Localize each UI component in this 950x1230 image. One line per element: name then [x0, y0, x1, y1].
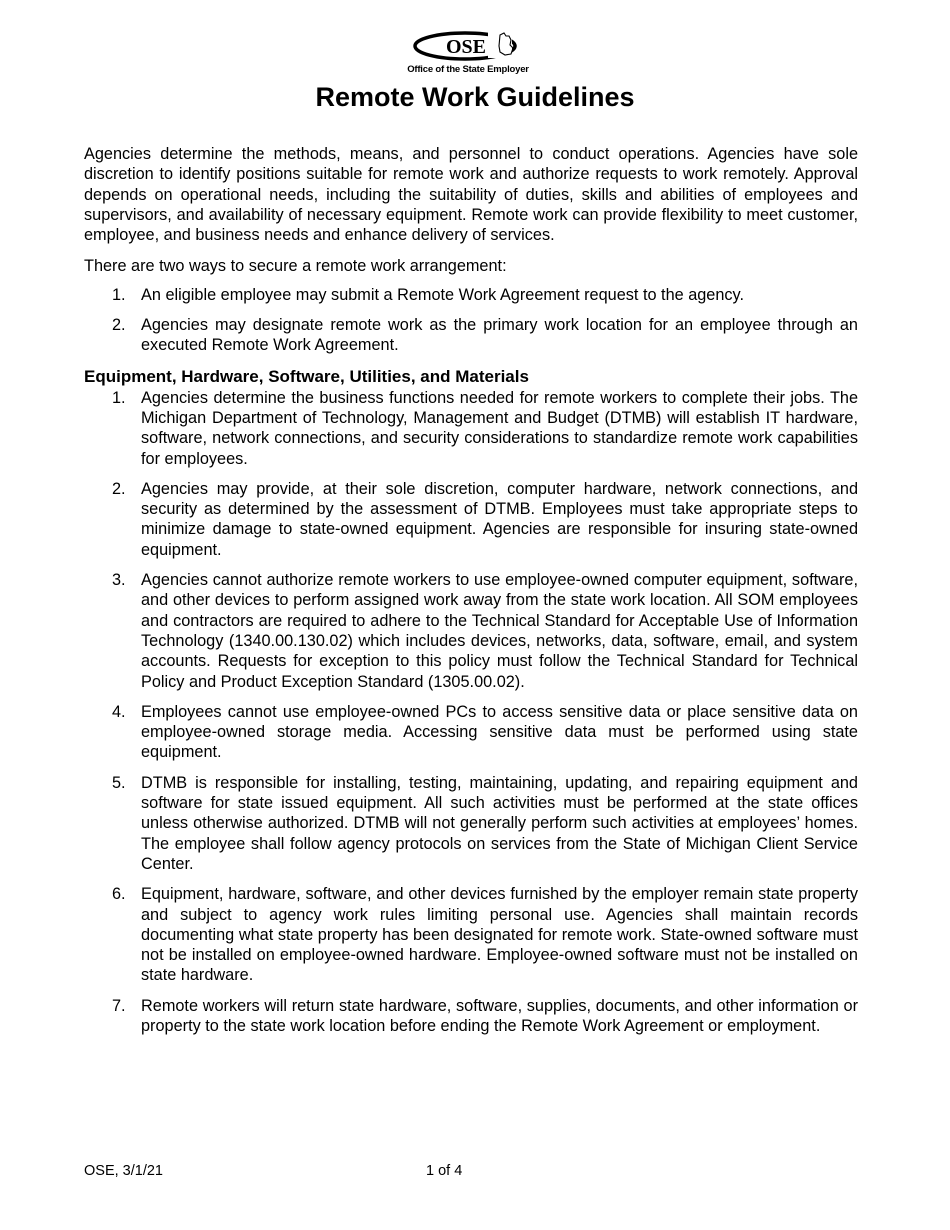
- footer-doc-id: OSE, 3/1/21: [84, 1163, 163, 1179]
- ose-logo: [392, 28, 544, 76]
- list-item-text: Equipment, hardware, software, and other devices furnished by the employer remain state property and subject to agency work rules limiting personal use. Agencies shall maintain records documenting what state property has been designated for remote work. State-owned software must not be installed on employee-owned hardware. Employee-owned software must not be installed on state hardware.: [141, 885, 858, 985]
- list-item-text: Agencies cannot authorize remote workers to use employee-owned computer equipment, software, and other devices to perform assigned work away from the state work location. All SOM employees and contractors are required to adhere to the Technical Standard for Acceptable Use of Information Technology (1340.00.130.02) which includes devices, networks, data, software, email, and system accounts. Requests for exception to this policy must follow the Technical Standard for Technical Policy and Product Exception Standard (1305.00.02).: [141, 571, 858, 691]
- list-item-number: 2.: [112, 479, 126, 498]
- list-item-text: Agencies may provide, at their sole discretion, computer hardware, network connections, and security as determined by the assessment of DTMB. Employees must take appropriate steps to minimize damage to state-owned equipment. Agencies are responsible for insuring state-owned equipment.: [141, 479, 858, 559]
- section-heading: Equipment, Hardware, Software, Utilities, and Materials: [84, 366, 529, 386]
- list-item-number: 1.: [112, 285, 126, 304]
- list-item: [84, 285, 858, 305]
- list-item: [84, 702, 858, 763]
- list-item: [84, 479, 858, 560]
- list-item: [84, 884, 858, 985]
- list-item-text: Agencies determine the business functions needed for remote workers to complete their jobs. The Michigan Department of Technology, Management and Budget (DTMB) will establish IT hardware, software, network connections, and security considerations to standardize remote work capabilities for employees.: [141, 388, 858, 468]
- list-item-number: 1.: [112, 388, 126, 407]
- logo-subtitle: Office of the State Employer: [407, 64, 529, 75]
- list-item-text: Remote workers will return state hardware, software, supplies, documents, and other information or property to the state work location before ending the Remote Work Agreement or employment.: [141, 996, 858, 1035]
- arrangement-list: [84, 285, 858, 356]
- document-body: [84, 144, 858, 1046]
- footer-page-number: 1 of 4: [426, 1163, 463, 1179]
- logo-text: OSE: [445, 36, 487, 58]
- ose-logo-emblem: [392, 28, 544, 64]
- list-item: [84, 388, 858, 469]
- list-item-number: 2.: [112, 316, 126, 335]
- page-title: Remote Work Guidelines: [315, 82, 635, 112]
- arrangement-lead: There are two ways to secure a remote work arrangement:: [84, 257, 507, 276]
- list-item-number: 4.: [112, 702, 126, 721]
- intro-paragraph: Agencies determine the methods, means, and personnel to conduct operations. Agencies have sole discretion to identify positions suitable for remote work and authorize requests to work remotely. Approval depends on operational needs, including the suitability of duties, skills and abilities of employees and supervisors, and availability of necessary equipment. Remote work can provide flexibility to meet customer, employee, and business needs and enhance delivery of services.: [84, 145, 858, 245]
- list-item-text: DTMB is responsible for installing, testing, maintaining, updating, and repairing equipment and software for state issued equipment. All such activities must be performed at the state offices unless otherwise authorized. DTMB will not generally perform such activities at employees’ homes. The employee shall follow agency protocols on services from the State of Michigan Client Service Center.: [141, 773, 858, 873]
- list-item-number: 7.: [112, 996, 126, 1015]
- list-item-number: 6.: [112, 885, 126, 904]
- list-item-text: An eligible employee may submit a Remote Work Agreement request to the agency.: [141, 285, 745, 304]
- list-item-number: 3.: [112, 571, 126, 590]
- list-item-number: 5.: [112, 773, 126, 792]
- list-item-text: Employees cannot use employee-owned PCs to access sensitive data or place sensitive data on employee-owned storage media. Accessing sensitive data must be performed using state equipment.: [141, 702, 858, 762]
- list-item: [84, 570, 858, 692]
- list-item: [84, 315, 858, 356]
- list-item: [84, 773, 858, 874]
- list-item-text: Agencies may designate remote work as the primary work location for an employee through an executed Remote Work Agreement.: [141, 316, 858, 355]
- list-item: [84, 996, 858, 1037]
- equipment-list: [84, 388, 858, 1037]
